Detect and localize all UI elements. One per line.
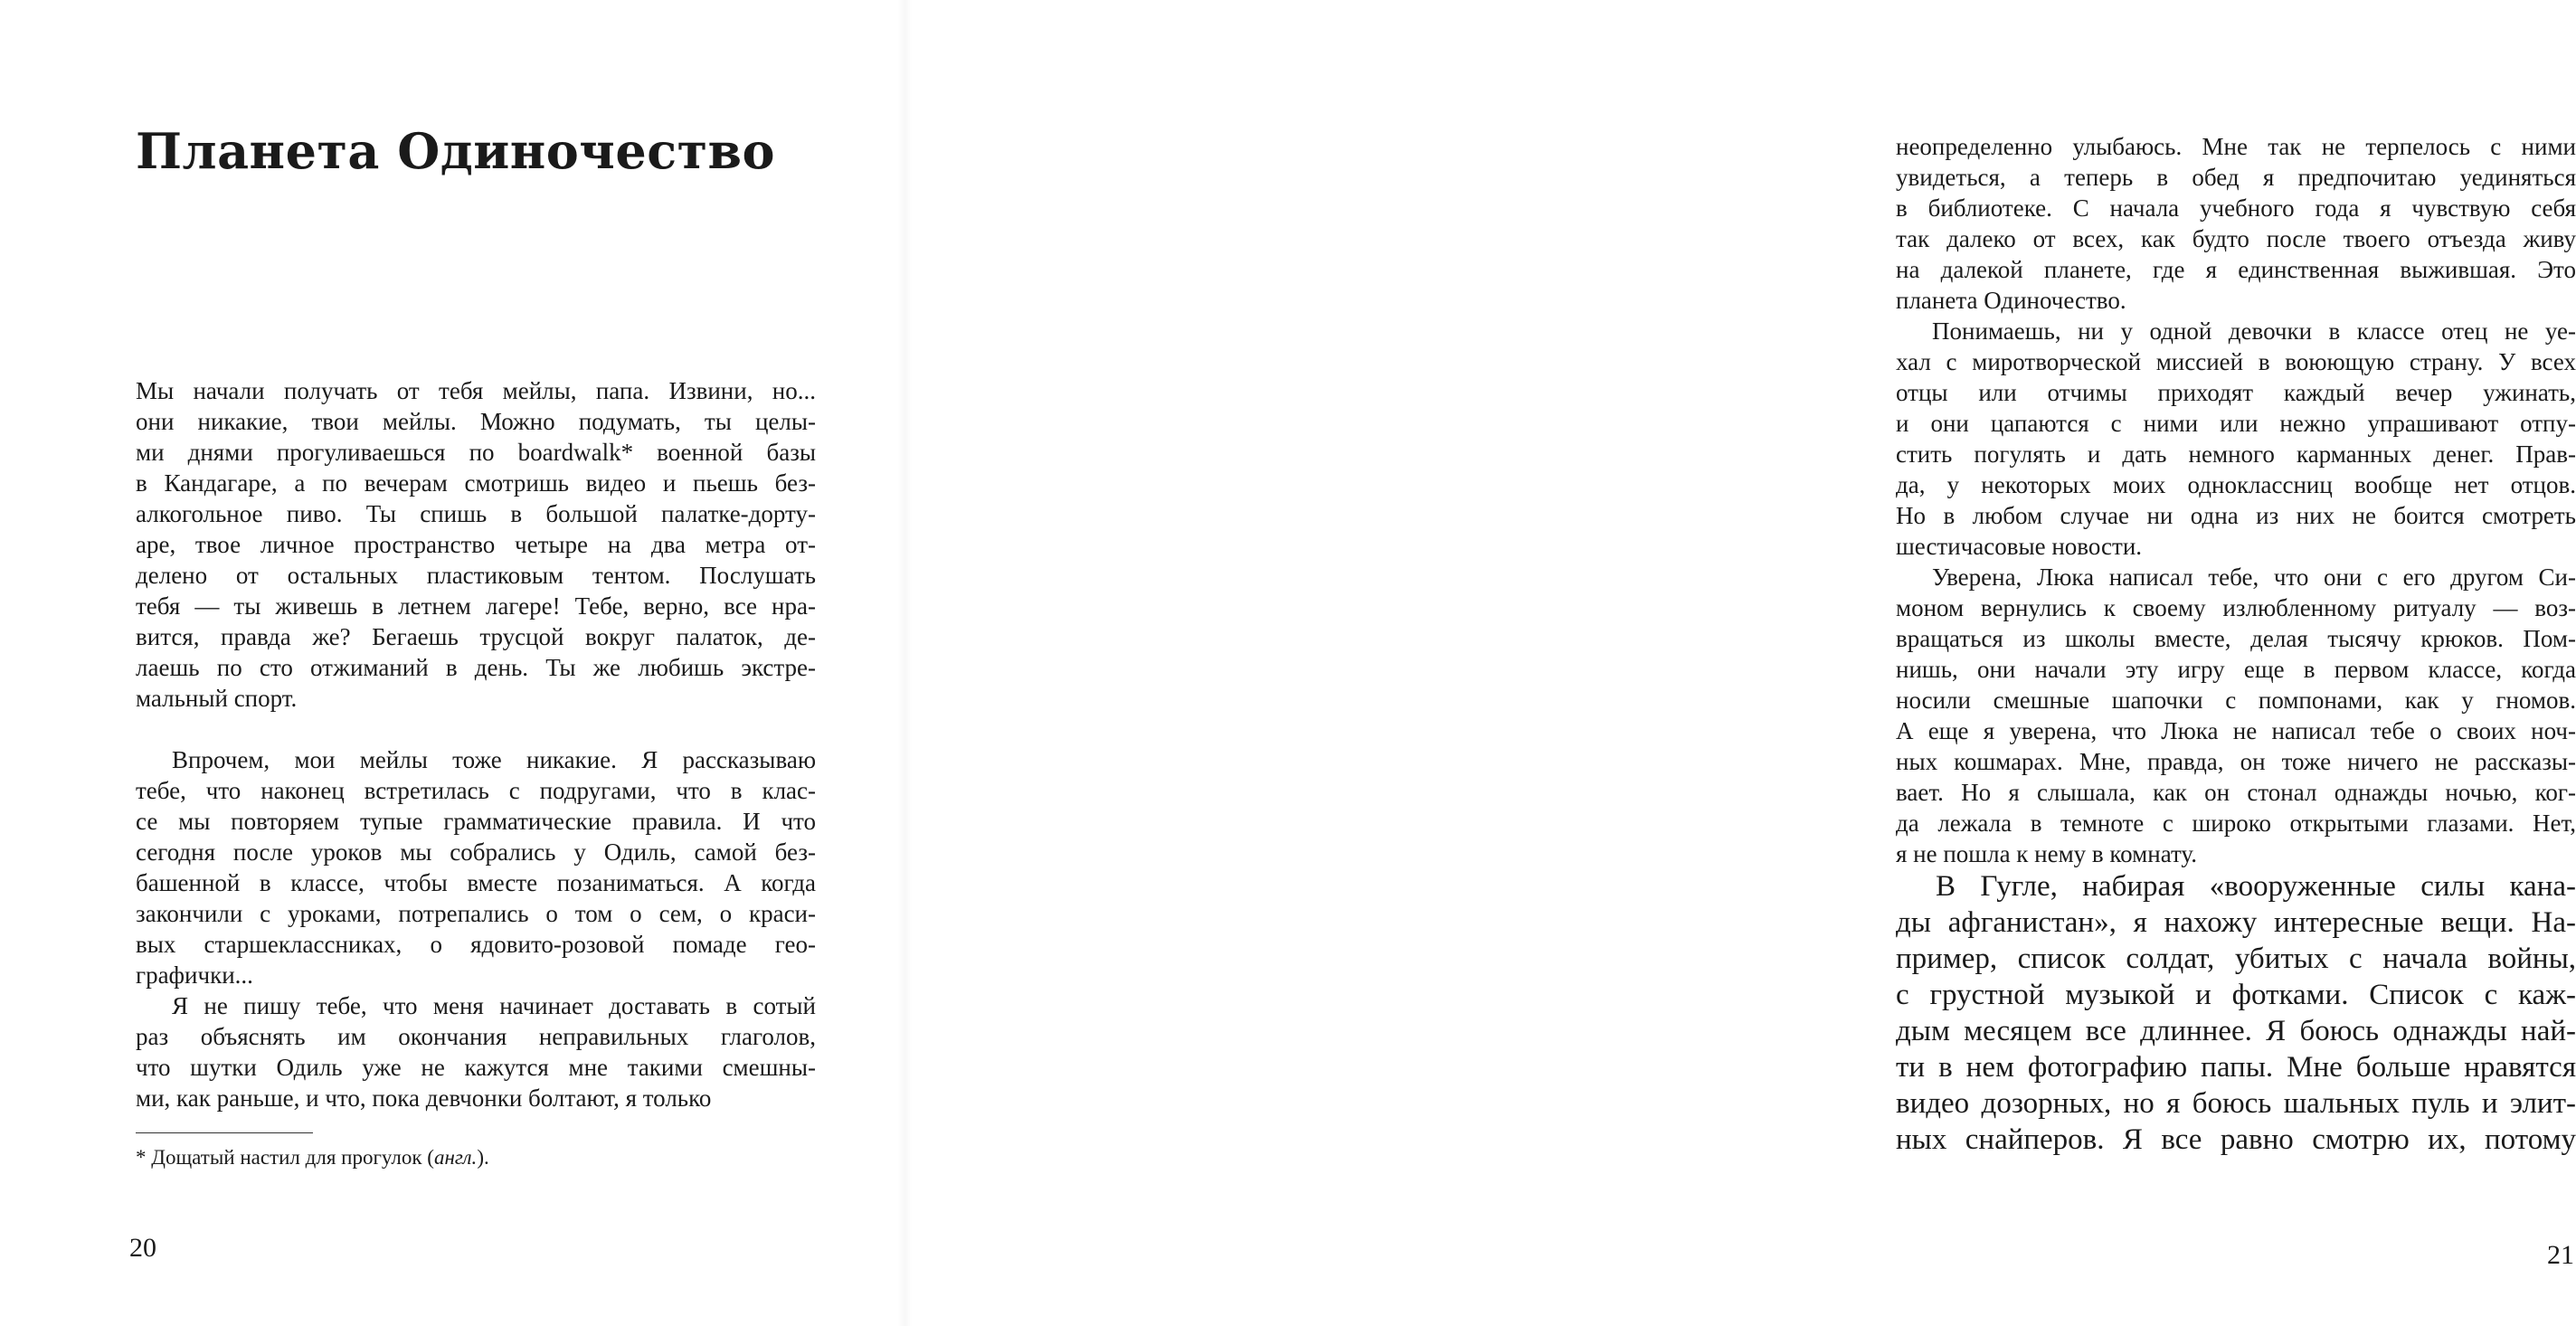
footnote [136,1144,816,1171]
footnote-italic: англ. [433,1146,478,1169]
text-line: носили смешные шапочки с помпонами, как у гномов. [1896,687,2576,714]
text-line: вает. Но я слышала, как он стонал однажды ночью, ког- [1896,779,2576,806]
text-line: ми днями прогуливаешься по boardwalk* военной базы [136,439,816,466]
text-line: Впрочем, мои мейлы тоже никакие. Я рассказываю [172,746,816,773]
text-line: на далекой планете, где я единственная выжившая. Это [1896,256,2576,283]
right-page-body [1896,131,2576,869]
footnote-prefix: * Дощатый настил для прогулок ( [136,1146,434,1169]
text-line: неопределенно улыбаюсь. Мне так не терпелось с ними [1896,133,2576,160]
text-line: ды афганистан», я нахожу интересные вещи. На- [1896,906,2576,939]
left-page-body [136,375,816,1113]
text-line: башенной в классе, чтобы вместе позаниматься. А когда [136,869,816,896]
text-line: алкогольное пиво. Ты спишь в большой палатке-дорту- [136,500,816,527]
text-line: графички... [136,961,253,989]
text-line: се мы повторяем тупые грамматические правила. И что [136,808,816,835]
text-line: ти в нем фотографию папы. Мне больше нравятся [1896,1051,2576,1084]
text-line: вится, правда же? Бегаешь трусцой вокруг палаток, де- [136,623,816,650]
text-line: тебя — ты живешь в летнем лагере! Тебе, верно, все нра- [136,592,816,620]
chapter-title: Планета Одиночество [136,122,776,180]
text-line: да лежала в темноте с широко открытыми глазами. Нет, [1896,810,2576,837]
text-line: закончили с уроками, потрепались о том о сем, о краси- [136,900,816,927]
text-line: в Кандагаре, а по вечерам смотришь видео и пьешь без- [136,469,816,497]
text-line: нишь, они начали эту игру еще в первом классе, когда [1896,656,2576,683]
text-line: мальный спорт. [136,685,298,712]
text-line: аре, твое личное пространство четыре на два метра от- [136,531,816,558]
text-line: видео дозорных, но я боюсь шальных пуль и элит- [1896,1087,2576,1120]
text-line: я не пошла к нему в комнату. [1896,840,2197,867]
text-line: ных кошмарах. Мне, правда, он тоже ничего не рассказы- [1896,748,2576,775]
text-line: раз объяснять им окончания неправильных глаголов, [136,1023,816,1050]
text-line: стить погулять и дать немного карманных денег. Прав- [1896,440,2576,468]
right-page [904,0,2576,1326]
footnote-suffix: ). [477,1146,489,1169]
text-line: тебе, что наконец встретилась с подругами, что в клас- [136,777,816,804]
text-line: Но в любом случае ни одна из них не боится смотреть [1896,502,2576,529]
text-line: в библиотеке. С начала учебного года я чувствую себя [1896,194,2576,222]
text-line: с грустной музыкой и фотками. Список с каж- [1896,979,2576,1011]
text-line: А еще я уверена, что Люка не написал тебе о своих ноч- [1896,717,2576,744]
text-line: моном вернулись к своему излюбленному ритуалу — воз- [1896,594,2576,621]
text-line: хал с миротворческой миссией в воюющую страну. У всех [1896,348,2576,375]
text-line: Понимаешь, ни у одной девочки в классе отец не уе- [1932,317,2576,345]
text-line: так далеко от всех, как будто после твоего отъезда живу [1896,225,2576,252]
text-line: увидеться, а теперь в обед я предпочитаю уединяться [1896,164,2576,191]
page-number-right: 21 [2547,1240,2574,1270]
page-number-left: 20 [129,1233,156,1263]
text-line: вращаться из школы вместе, делая тысячу крюков. Пом- [1896,625,2576,652]
text-line: вых старшеклассниках, о ядовито-розовой помаде гео- [136,931,816,958]
text-line: Уверена, Люка написал тебе, что они с его другом Си- [1932,564,2576,591]
text-line: делено от остальных пластиковым тентом. Послушать [136,562,816,589]
text-line: и они цапаются с ними или нежно упрашивают отпу- [1896,410,2576,437]
right-page-large-paragraph [1896,868,2576,1158]
text-line: В Гугле, набирая «вооруженные силы кана- [1936,870,2576,903]
text-line: Мы начали получать от тебя мейлы, папа. Извини, но... [136,377,816,404]
text-line: ных снайперов. Я все равно смотрю их, потому [1896,1123,2576,1156]
footnote-divider [136,1132,313,1133]
text-line: сегодня после уроков мы собрались у Одиль, самой без- [136,838,816,866]
left-page [0,0,904,1326]
text-line: отцы или отчимы приходят каждый вечер ужинать, [1896,379,2576,406]
paragraph-gap [136,714,816,744]
text-line: Я не пишу тебе, что меня начинает доставать в сотый [172,992,816,1019]
text-line: пример, список солдат, убитых с начала войны, [1896,942,2576,975]
text-line: планета Одиночество. [1896,287,2126,314]
text-line: что шутки Одиль уже не кажутся мне такими смешны- [136,1054,816,1081]
text-line: они никакие, твои мейлы. Можно подумать, ты целы- [136,408,816,435]
text-line: шестичасовые новости. [1896,533,2143,560]
text-line: дым месяцем все длиннее. Я боюсь однажды най- [1896,1015,2576,1047]
text-line: лаешь по сто отжиманий в день. Ты же любишь экстре- [136,654,816,681]
text-line: да, у некоторых моих одноклассниц вообще нет отцов. [1896,471,2576,498]
text-line: ми, как раньше, и что, пока девчонки болтают, я только [136,1084,712,1112]
